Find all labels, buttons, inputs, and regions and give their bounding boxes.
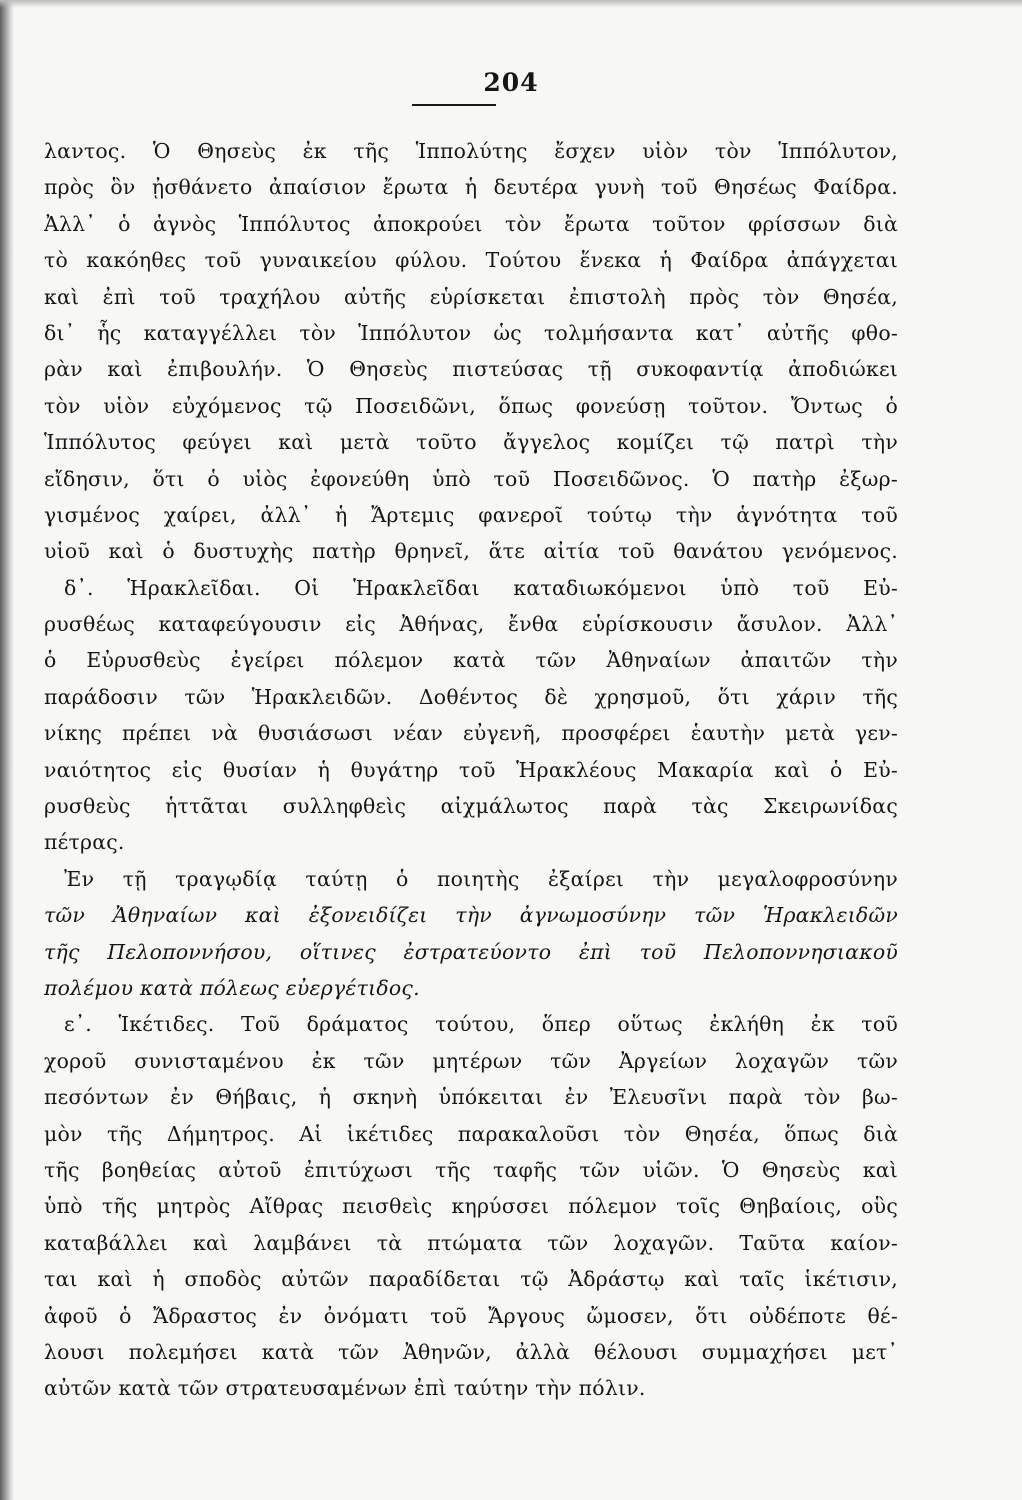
text-line: ὑπὸ τῆς μητρὸς Αἴθρας πεισθεὶς κηρύσσει πόλεμον τοῖς Θηβαίοις, οὓς <box>44 1194 898 1219</box>
text-line: ρυσθέως καταφεύγουσιν εἰς Ἀθήνας, ἔνθα εὑρίσκουσιν ἄσυλον. Ἀλλ᾽ <box>44 612 898 637</box>
text-line: χοροῦ συνισταμένου ἐκ τῶν μητέρων τῶν Ἀργείων λοχαγῶν τῶν <box>44 1048 898 1073</box>
text-line: τῶν Ἀθηναίων καὶ ἐξονειδίζει τὴν ἀγνωμοσύνην τῶν Ἡρακλειδῶν <box>44 903 898 928</box>
text-line: καταβάλλει καὶ λαμβάνει τὰ πτώματα τῶν λοχαγῶν. Ταῦτα καίον- <box>44 1230 898 1255</box>
text-line: Ἀλλ᾽ ὁ ἁγνὸς Ἱππόλυτος ἀποκρούει τὸν ἔρωτα τοῦτον φρίσσων διὰ <box>44 211 898 236</box>
text-line: πέτρας. <box>44 830 125 855</box>
top-edge-shadow <box>0 0 1022 8</box>
text-line: ρὰν καὶ ἐπιβουλήν. Ὁ Θησεὺς πιστεύσας τῇ συκοφαντίᾳ ἀποδιώκει <box>44 357 898 382</box>
text-line: αὐτῶν κατὰ τῶν στρατευσαμένων ἐπὶ ταύτην τὴν πόλιν. <box>44 1376 646 1401</box>
text-line: Ἐν τῇ τραγῳδίᾳ ταύτῃ ὁ ποιητὴς ἐξαίρει τὴν μεγαλοφροσύνην <box>64 866 898 891</box>
text-line: πολέμου κατὰ πόλεως εὐεργέτιδος. <box>44 975 420 1000</box>
text-line: ται καὶ ἡ σποδὸς αὐτῶν παραδίδεται τῷ Ἀδράστῳ καὶ ταῖς ἱκέτισιν, <box>44 1267 898 1292</box>
text-line: μὸν τῆς Δήμητρος. Αἱ ἱκέτιδες παρακαλοῦσι τὸν Θησέα, ὅπως διὰ <box>44 1121 898 1146</box>
text-line: ε᾽. Ἱκέτιδες. Τοῦ δράματος τούτου, ὅπερ οὕτως ἐκλήθη ἐκ τοῦ <box>64 1012 898 1037</box>
text-line: Ἱππόλυτος φεύγει καὶ μετὰ τοῦτο ἄγγελος κομίζει τῷ πατρὶ τὴν <box>44 430 898 455</box>
text-line: παράδοσιν τῶν Ἡρακλειδῶν. Δοθέντος δὲ χρησμοῦ, ὅτι χάριν τῆς <box>44 684 898 709</box>
text-line: ρυσθεὺς ἡττᾶται συλληφθεὶς αἰχμάλωτος παρὰ τὰς Σκειρωνίδας <box>44 794 898 819</box>
text-line: καὶ ἐπὶ τοῦ τραχήλου αὐτῆς εὑρίσκεται ἐπιστολὴ πρὸς τὸν Θησέα, <box>44 284 898 309</box>
text-line: ἀφοῦ ὁ Ἄδραστος ἐν ὀνόματι τοῦ Ἄργους ὤμοσεν, ὅτι οὐδέποτε θέ- <box>44 1303 898 1328</box>
text-line: νίκης πρέπει νὰ θυσιάσωσι νέαν εὐγενῆ, προσφέρει ἑαυτὴν μετὰ γεν- <box>44 721 898 746</box>
text-line: δι᾽ ἧς καταγγέλλει τὸν Ἱππόλυτον ὡς τολμήσαντα κατ᾽ αὐτῆς φθο- <box>44 320 898 345</box>
text-line: τὸν υἱὸν εὐχόμενος τῷ Ποσειδῶνι, ὅπως φονεύσῃ τοῦτον. Ὄντως ὁ <box>44 393 898 418</box>
text-line: τὸ κακόηθες τοῦ γυναικείου φύλου. Τούτου ἕνεκα ἡ Φαίδρα ἀπάγχεται <box>44 248 898 273</box>
text-line: τῆς Πελοποννήσου, οἵτινες ἐστρατεύοντο ἐπὶ τοῦ Πελοποννησιακοῦ <box>44 939 898 964</box>
text-line: δ᾽. Ἡρακλεῖδαι. Οἱ Ἡρακλεῖδαι καταδιωκόμενοι ὑπὸ τοῦ Εὐ- <box>64 575 898 600</box>
text-line: πρὸς ὃν ᾐσθάνετο ἀπαίσιον ἔρωτα ἡ δευτέρα γυνὴ τοῦ Θησέως Φαίδρα. <box>44 175 898 200</box>
text-line: τῆς βοηθείας αὐτοῦ ἐπιτύχωσι τῆς ταφῆς τῶν υἱῶν. Ὁ Θησεὺς καὶ <box>44 1157 898 1182</box>
text-line: λουσι πολεμήσει κατὰ τῶν Ἀθηνῶν, ἀλλὰ θέλουσι συμμαχήσει μετ᾽ <box>44 1339 898 1364</box>
text-line: πεσόντων ἐν Θήβαις, ἡ σκηνὴ ὑπόκειται ἐν Ἐλευσῖνι παρὰ τὸν βω- <box>44 1085 898 1110</box>
page-number: 204 <box>483 68 539 97</box>
text-line: γισμένος χαίρει, ἀλλ᾽ ἡ Ἄρτεμις φανεροῖ τούτῳ τὴν ἁγνότητα τοῦ <box>44 502 898 527</box>
text-line: ὁ Εὐρυσθεὺς ἐγείρει πόλεμον κατὰ τῶν Ἀθηναίων ἀπαιτῶν τὴν <box>44 648 898 673</box>
binding-shadow <box>0 0 14 1500</box>
text-line: ναιότητος εἰς θυσίαν ἡ θυγάτηρ τοῦ Ἡρακλέους Μακαρία καὶ ὁ Εὐ- <box>44 757 898 782</box>
body-text <box>44 133 898 1407</box>
text-line: λαντος. Ὁ Θησεὺς ἐκ τῆς Ἱππολύτης ἔσχεν υἱὸν τὸν Ἱππόλυτον, <box>44 139 898 163</box>
text-line: υἱοῦ καὶ ὁ δυστυχὴς πατὴρ θρηνεῖ, ἅτε αἰτία τοῦ θανάτου γενόμενος. <box>44 539 898 564</box>
text-line: εἴδησιν, ὅτι ὁ υἱὸς ἐφονεύθη ὑπὸ τοῦ Ποσειδῶνος. Ὁ πατὴρ ἐξωρ- <box>44 466 898 491</box>
page-number-rule <box>412 104 496 106</box>
